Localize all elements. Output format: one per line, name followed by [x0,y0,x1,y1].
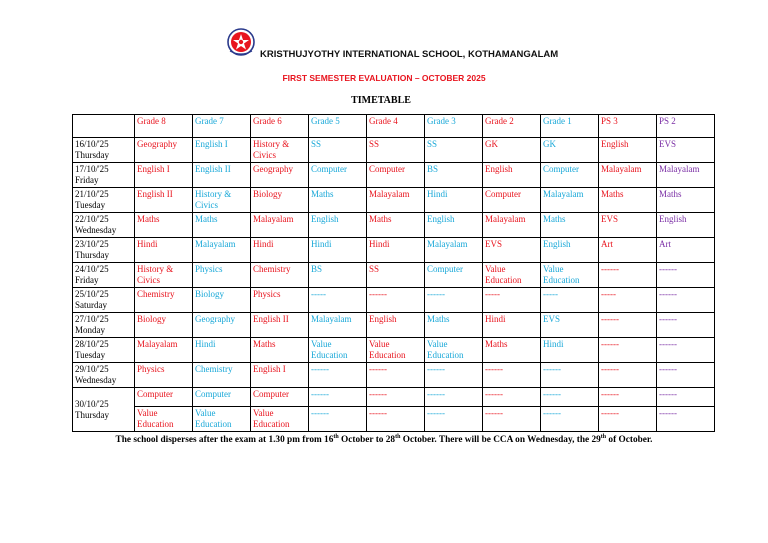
subject-cell: Malayalam [135,338,193,363]
day-text: Wednesday [75,375,117,385]
subject-cell: English I [193,138,251,163]
subject-cell: English [483,163,541,188]
subject-cell: Maths [657,188,715,213]
grade-header: Grade 1 [541,115,599,138]
subject-cell: Maths [541,213,599,238]
table-row [73,288,715,313]
subject-cell: Computer [135,388,193,407]
table-row [73,263,715,288]
subject-cell: English II [193,163,251,188]
subject-cell: ------ [541,407,599,432]
table-row [73,313,715,338]
table-row [73,363,715,388]
subject-cell: EVS [483,238,541,263]
day-text: Thursday [75,250,109,260]
subject-cell: ------ [367,388,425,407]
date-text: 17/10/'25 [75,164,109,174]
subject-cell: English I [135,163,193,188]
subject-cell: Malayalam [309,313,367,338]
subject-cell: Maths [599,188,657,213]
subject-cell: Value Education [135,407,193,432]
table-row [73,213,715,238]
table-row [73,238,715,263]
note-text: The school disperses after the exam at 1.30 pm from 16 [115,435,334,446]
subject-cell: BS [425,163,483,188]
day-text: Monday [75,325,105,335]
school-name: KRISTHUJYOTHY INTERNATIONAL SCHOOL, KOTHAMANGALAM [260,49,559,60]
subject-cell: ------ [599,388,657,407]
date-cell [73,338,135,363]
grade-header: Grade 4 [367,115,425,138]
subject-cell: Physics [193,263,251,288]
subject-cell: Computer [541,163,599,188]
subject-cell: ------ [367,407,425,432]
subject-cell: Malayalam [657,163,715,188]
subject-cell: English [541,238,599,263]
subject-cell: ------ [309,407,367,432]
subject-cell: SS [309,138,367,163]
day-text: Thursday [75,150,109,160]
subject-cell: ------ [599,363,657,388]
subject-cell: History & Civics [251,138,309,163]
subject-cell: EVS [541,313,599,338]
date-cell [73,163,135,188]
header-corner-cell [73,115,135,138]
date-cell [73,313,135,338]
date-text: 27/10/'25 [75,314,109,324]
subject-cell: ----- [483,288,541,313]
subject-cell: ------ [483,363,541,388]
subject-cell: Malayalam [541,188,599,213]
subject-cell: Maths [367,213,425,238]
subject-cell: ----- [309,288,367,313]
date-text: 16/10/'25 [75,139,109,149]
day-text: Tuesday [75,350,106,360]
subject-cell: Chemistry [251,263,309,288]
subject-cell: SS [425,138,483,163]
date-text: 28/10/'25 [75,339,109,349]
subject-cell: Biology [193,288,251,313]
subject-cell: Malayalam [483,213,541,238]
subject-cell: Biology [135,313,193,338]
subject-cell: Hindi [367,238,425,263]
subject-cell: ------ [599,263,657,288]
subject-cell: ------ [367,288,425,313]
subject-cell: English II [251,313,309,338]
subject-cell: Maths [309,188,367,213]
subject-cell: Malayalam [193,238,251,263]
subject-cell: ------ [309,363,367,388]
table-row [73,407,715,432]
subject-cell: Art [657,238,715,263]
table-row [73,188,715,213]
subject-cell: English [367,313,425,338]
note-text: October. There will be CCA on Wednesday, the 29 [400,435,601,446]
subject-cell: English [309,213,367,238]
subject-cell: Maths [251,338,309,363]
note-text: of October. [606,435,653,446]
subject-cell: Computer [251,388,309,407]
subject-cell: ------ [657,407,715,432]
grade-header: Grade 7 [193,115,251,138]
date-cell [73,138,135,163]
date-text: 24/10/'25 [75,264,109,274]
subject-cell: English [425,213,483,238]
note-sup: th [333,434,339,440]
date-text: 29/10/'25 [75,364,109,374]
subject-cell: Computer [193,388,251,407]
subject-cell: Maths [193,213,251,238]
date-text: 25/10/'25 [75,289,109,299]
subject-cell: Computer [309,163,367,188]
subject-cell: ------ [425,407,483,432]
grade-header: Grade 6 [251,115,309,138]
subject-cell: Malayalam [251,213,309,238]
subject-cell: Malayalam [425,238,483,263]
table-row [73,388,715,407]
semester-title: FIRST SEMESTER EVALUATION – OCTOBER 2025 [282,73,486,83]
date-text: 23/10/'25 [75,239,109,249]
subject-cell: Hindi [541,338,599,363]
subject-cell: ------ [657,313,715,338]
subject-cell: English [657,213,715,238]
subject-cell: Geography [135,138,193,163]
subject-cell: Value Education [251,407,309,432]
subject-cell: Computer [425,263,483,288]
subject-cell: ------ [425,388,483,407]
grade-header: PS 3 [599,115,657,138]
subject-cell: SS [367,138,425,163]
timetable-title: TIMETABLE [351,95,411,106]
subject-cell: History & Civics [135,263,193,288]
table-row [73,138,715,163]
subject-cell: ------ [367,363,425,388]
subject-cell: Maths [483,338,541,363]
subject-cell: Geography [251,163,309,188]
subject-cell: Chemistry [135,288,193,313]
day-text: Friday [75,175,99,185]
subject-cell: Hindi [251,238,309,263]
subject-cell: Value Education [425,338,483,363]
subject-cell: EVS [657,138,715,163]
date-cell [73,263,135,288]
subject-cell: Computer [483,188,541,213]
subject-cell: Geography [193,313,251,338]
subject-cell: Art [599,238,657,263]
subject-cell: Value Education [309,338,367,363]
date-cell [73,363,135,388]
subject-cell: GK [483,138,541,163]
date-cell [73,388,135,432]
subject-cell: ------ [425,363,483,388]
subject-cell: Hindi [425,188,483,213]
subject-cell: ------ [657,363,715,388]
subject-cell: ------ [657,388,715,407]
subject-cell: ------ [599,338,657,363]
date-text: 30/10/'25 [75,398,109,409]
subject-cell: English [599,138,657,163]
subject-cell: Malayalam [599,163,657,188]
subject-cell: ------ [599,313,657,338]
subject-cell: Physics [135,363,193,388]
subject-cell: Hindi [309,238,367,263]
subject-cell: Hindi [135,238,193,263]
subject-cell: ------ [657,288,715,313]
school-logo-icon [226,27,256,57]
school-header [0,27,768,61]
subject-cell: ------ [483,407,541,432]
note-text: October to 28 [338,435,396,446]
subject-cell: ----- [541,288,599,313]
subject-cell: SS [367,263,425,288]
subject-cell: Value Education [193,407,251,432]
day-text: Saturday [75,300,107,310]
subject-cell: BS [309,263,367,288]
timetable [72,114,715,432]
date-cell [73,238,135,263]
subject-cell: Value Education [483,263,541,288]
subject-cell: ------ [425,288,483,313]
subject-cell: Maths [425,313,483,338]
grade-header: Grade 2 [483,115,541,138]
subject-cell: ------ [483,388,541,407]
subject-cell: ----- [599,288,657,313]
subject-cell: ------ [599,407,657,432]
table-row [73,163,715,188]
date-cell [73,188,135,213]
date-text: 22/10/'25 [75,214,109,224]
grade-header: Grade 5 [309,115,367,138]
day-text: Tuesday [75,200,106,210]
date-cell [73,213,135,238]
grade-header: Grade 8 [135,115,193,138]
subject-cell: Chemistry [193,363,251,388]
subject-cell: Biology [251,188,309,213]
subject-cell: Maths [135,213,193,238]
subject-cell: Value Education [541,263,599,288]
day-text: Thursday [75,409,109,420]
subject-cell: Hindi [483,313,541,338]
header-row [73,115,715,138]
subject-cell: Value Education [367,338,425,363]
subject-cell: GK [541,138,599,163]
date-text: 21/10/'25 [75,189,109,199]
subject-cell: History & Civics [193,188,251,213]
date-cell [73,288,135,313]
day-text: Wednesday [75,225,117,235]
subject-cell: Computer [367,163,425,188]
dispersal-note [0,434,768,445]
subject-cell: ------ [541,388,599,407]
subject-cell: English I [251,363,309,388]
table-row [73,338,715,363]
subject-cell: ------ [541,363,599,388]
day-text: Friday [75,275,99,285]
subject-cell: Hindi [193,338,251,363]
grade-header: PS 2 [657,115,715,138]
subject-cell: ------ [657,263,715,288]
subject-cell: Malayalam [367,188,425,213]
note-sup: th [600,434,607,440]
note-sup: th [395,434,401,440]
subject-cell: ------ [309,388,367,407]
subject-cell: ------ [657,338,715,363]
subject-cell: English II [135,188,193,213]
subject-cell: Physics [251,288,309,313]
grade-header: Grade 3 [425,115,483,138]
subject-cell: EVS [599,213,657,238]
